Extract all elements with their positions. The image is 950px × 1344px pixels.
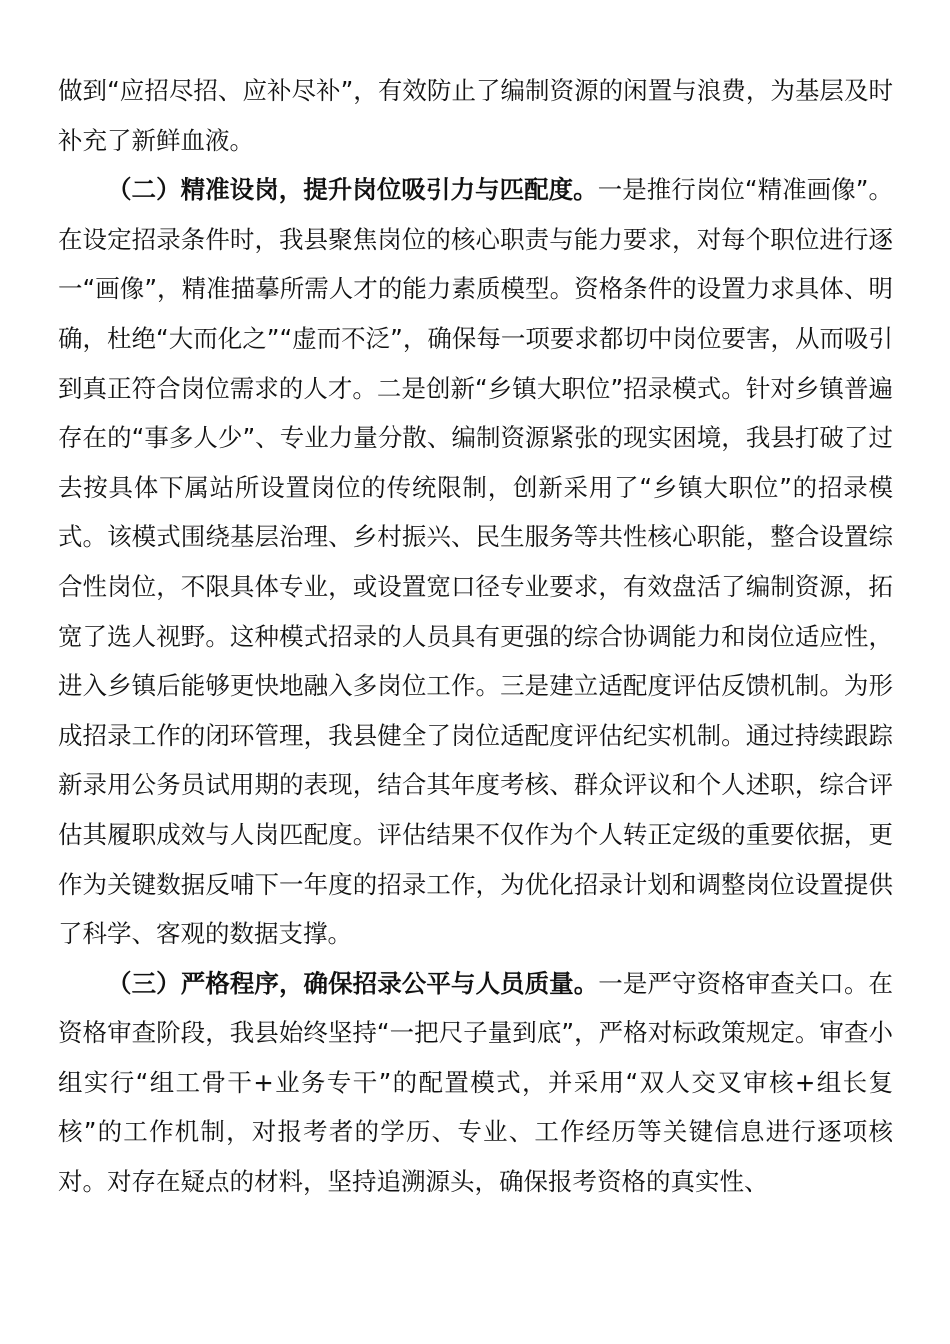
section-2-body: 一是推行岗位“精准画像”。在设定招录条件时，我县聚焦岗位的核心职责与能力要求，对每个职位进行逐一“画像”，精准描摹所需人才的能力素质模型。资格条件的设置力求具体、明确，杜绝“大而化之”“虚而不泛”，确保每一项要求都切中岗位要害，从而吸引到真正符合岗位需求的人才。二是创新“乡镇大职位”招录模式。针对乡镇普遍存在的“事多人少”、专业力量分散、编制资源紧张的现实困境，我县打破了过去按具体下属站所设置岗位的传统限制，创新采用了“乡镇大职位”的招录模式。该模式围绕基层治理、乡村振兴、民生服务等共性核心职能，整合设置综合性岗位，不限具体专业，或设置宽口径专业要求，有效盘活了编制资源，拓宽了选人视野。这种模式招录的人员具有更强的综合协调能力和岗位适应性，进入乡镇后能够更快地融入多岗位工作。三是建立适配度评估反馈机制。为形成招录工作的闭环管理，我县健全了岗位适配度评估纪实机制。通过持续跟踪新录用公务员试用期的表现，结合其年度考核、群众评议和个人述职，综合评估其履职成效与人岗匹配度。评估结果不仅作为个人转正定级的重要依据，更作为关键数据反哺下一年度的招录工作，为优化招录计划和调整岗位设置提供了科学、客观的数据支撑。 [58,175,894,949]
paragraph-1-text: 做到“应招尽招、应补尽补”，有效防止了编制资源的闲置与浪费，为基层及时补充了新鲜血液。 [58,76,893,155]
paragraph-section-3 [58,959,893,1207]
section-2-heading: （二）精准设岗，提升岗位吸引力与匹配度。 [107,175,598,205]
paragraph-continuation [58,66,893,165]
document-page [58,66,893,1207]
section-3-heading: （三）严格程序，确保招录公平与人员质量。 [107,968,599,998]
paragraph-section-2 [58,165,893,959]
section-3-body: 一是严守资格审查关口。在资格审查阶段，我县始终坚持“一把尺子量到底”，严格对标政策规定。审查小组实行“组工骨干+业务专干”的配置模式，并采用“双人交叉审核+组长复核”的工作机制，对报考者的学历、专业、工作经历等关键信息进行逐项核对。对存在疑点的材料，坚持追溯源头，确保报考资格的真实性、 [58,968,894,1197]
